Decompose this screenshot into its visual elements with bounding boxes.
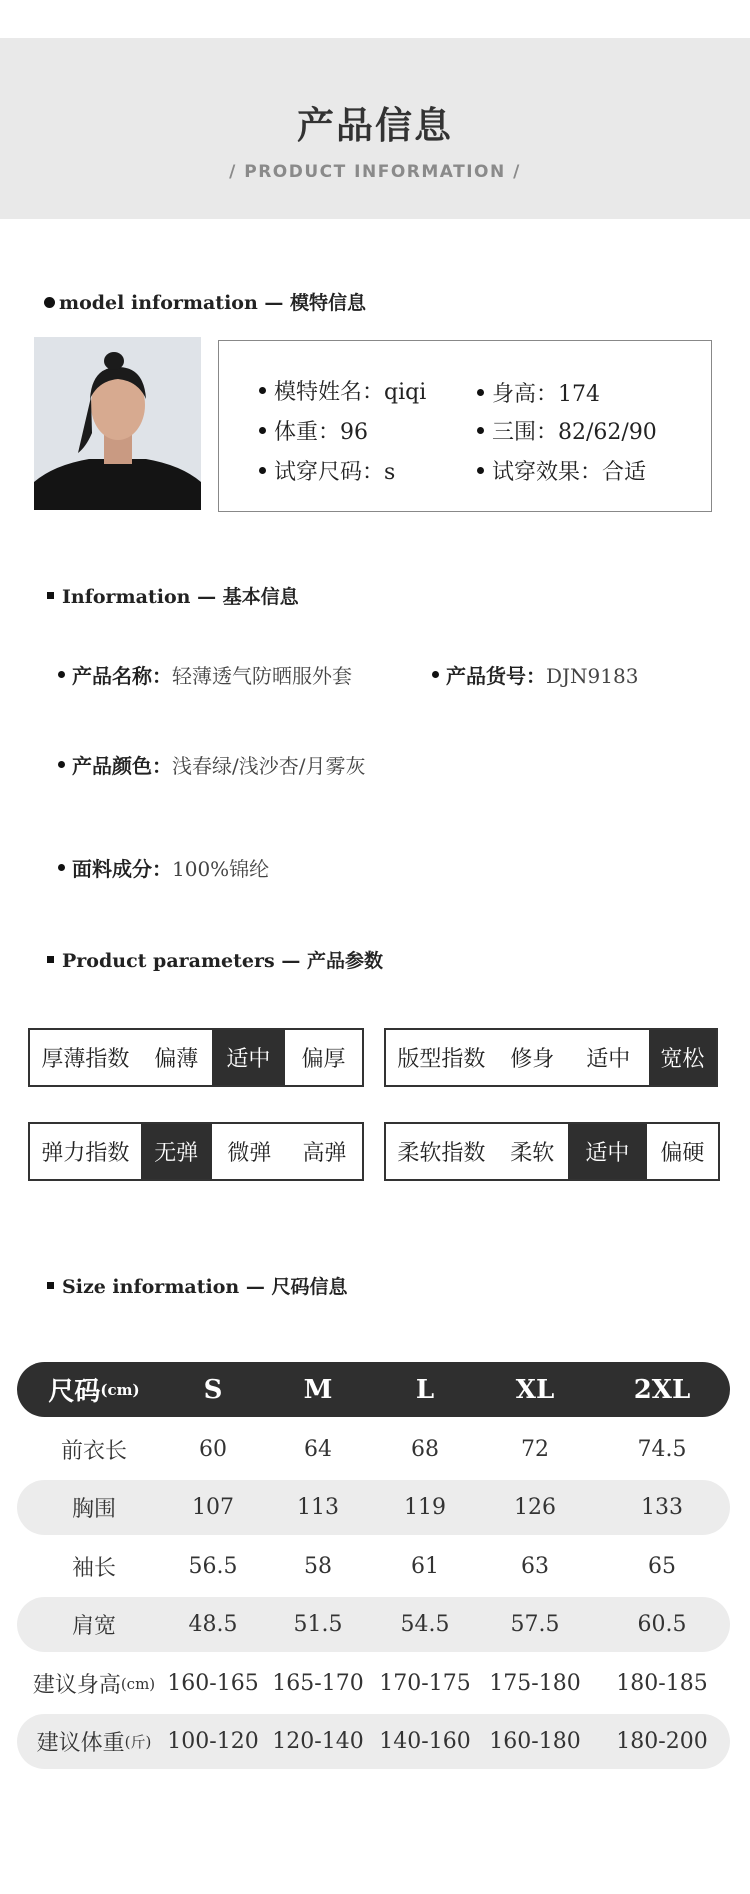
table-cell: 107 xyxy=(192,1495,234,1520)
page-title: 产品信息 xyxy=(297,103,453,147)
param-option: 偏厚 xyxy=(301,1047,346,1072)
model-height-text: 身高：174 xyxy=(492,382,600,407)
model-trial-fit xyxy=(477,455,646,486)
param-option: 柔软 xyxy=(510,1141,555,1166)
product-colors-key: 产品颜色： xyxy=(72,754,172,778)
product-fabric xyxy=(58,853,269,882)
table-cell: 57.5 xyxy=(510,1612,560,1637)
size-header-m: M xyxy=(303,1374,333,1405)
size-section-title xyxy=(47,1272,347,1299)
model-trial-size-text: 试穿尺码：s xyxy=(274,460,396,485)
param-option: 适中 xyxy=(586,1047,631,1072)
table-cell: 48.5 xyxy=(188,1612,238,1637)
table-cell: 64 xyxy=(304,1437,332,1462)
bullet-icon xyxy=(58,761,65,768)
table-cell: 60.5 xyxy=(637,1612,687,1637)
table-cell: 113 xyxy=(297,1495,339,1520)
table-cell: 120-140 xyxy=(272,1729,364,1754)
model-photo xyxy=(34,337,201,510)
product-fabric-value: 100%锦纶 xyxy=(172,857,270,881)
product-colors xyxy=(58,750,365,779)
param-label: 版型指数 xyxy=(397,1047,486,1072)
model-section-title xyxy=(44,288,366,315)
bullet-icon xyxy=(477,467,484,474)
table-row xyxy=(17,1422,730,1477)
model-measurements-text: 三围：82/62/90 xyxy=(492,420,657,445)
row-label: 前衣长 xyxy=(60,1439,127,1464)
bullet-icon xyxy=(44,297,55,308)
bullet-icon xyxy=(432,671,439,678)
size-section-title-text: Size information — 尺码信息 xyxy=(62,1276,348,1298)
table-cell: 160-180 xyxy=(489,1729,581,1754)
table-cell: 63 xyxy=(521,1554,549,1579)
table-cell: 175-180 xyxy=(489,1671,581,1696)
params-section-title-text: Product parameters — 产品参数 xyxy=(62,950,383,972)
param-label: 弹力指数 xyxy=(41,1141,130,1166)
table-row xyxy=(17,1539,730,1594)
params-section-title xyxy=(47,946,383,973)
size-table-header xyxy=(17,1362,730,1417)
param-option-selected: 适中 xyxy=(212,1030,285,1085)
bullet-icon xyxy=(47,1282,54,1289)
table-cell: 160-165 xyxy=(167,1671,259,1696)
bullet-icon xyxy=(259,467,266,474)
table-cell: 58 xyxy=(304,1554,332,1579)
size-header-l: L xyxy=(415,1374,435,1405)
param-label: 柔软指数 xyxy=(397,1141,486,1166)
model-portrait-image xyxy=(34,337,201,510)
header-banner xyxy=(0,38,750,219)
param-group-4 xyxy=(384,1122,720,1181)
table-cell: 65 xyxy=(648,1554,676,1579)
row-label: 建议体重 (斤) xyxy=(36,1731,152,1756)
size-header-2xl: 2XL xyxy=(633,1374,691,1405)
product-name xyxy=(58,660,352,689)
table-cell: 170-175 xyxy=(379,1671,471,1696)
param-option-selected: 适中 xyxy=(568,1124,647,1179)
bullet-icon xyxy=(259,387,266,394)
table-cell: 126 xyxy=(514,1495,556,1520)
table-cell: 119 xyxy=(404,1495,446,1520)
table-cell: 61 xyxy=(411,1554,439,1579)
table-row xyxy=(17,1480,730,1535)
bullet-icon xyxy=(477,389,484,396)
product-name-key: 产品名称： xyxy=(72,664,172,688)
table-cell: 165-170 xyxy=(272,1671,364,1696)
param-group-2 xyxy=(384,1028,718,1087)
model-weight xyxy=(259,415,368,446)
row-label: 袖长 xyxy=(71,1556,116,1581)
model-measurements xyxy=(477,415,657,446)
table-cell: 180-185 xyxy=(616,1671,708,1696)
product-colors-value: 浅春绿/浅沙杏/月雾灰 xyxy=(172,754,366,778)
table-cell: 140-160 xyxy=(379,1729,471,1754)
model-trial-fit-text: 试穿效果：合适 xyxy=(492,460,647,485)
param-option-selected: 无弹 xyxy=(141,1124,212,1179)
row-label: 胸围 xyxy=(71,1497,116,1522)
param-group-1 xyxy=(28,1028,364,1087)
param-option: 偏薄 xyxy=(154,1047,199,1072)
table-cell: 180-200 xyxy=(616,1729,708,1754)
param-label: 厚薄指数 xyxy=(41,1047,130,1072)
bullet-icon xyxy=(477,427,484,434)
product-sku-key: 产品货号： xyxy=(446,664,546,688)
param-option-selected: 宽松 xyxy=(649,1030,716,1085)
table-cell: 54.5 xyxy=(400,1612,450,1637)
model-name xyxy=(259,375,426,406)
table-cell: 60 xyxy=(199,1437,227,1462)
size-header-s: S xyxy=(203,1374,223,1405)
model-info-box xyxy=(218,340,712,512)
row-label: 建议身高 (cm) xyxy=(32,1673,156,1698)
table-cell: 56.5 xyxy=(188,1554,238,1579)
bullet-icon xyxy=(259,427,266,434)
param-option: 修身 xyxy=(510,1047,555,1072)
model-weight-text: 体重：96 xyxy=(274,420,368,445)
model-name-text: 模特姓名：qiqi xyxy=(274,380,427,405)
table-row xyxy=(17,1656,730,1711)
bullet-icon xyxy=(58,864,65,871)
size-header-xl: XL xyxy=(515,1374,555,1405)
param-option: 偏硬 xyxy=(660,1141,705,1166)
param-group-3 xyxy=(28,1122,364,1181)
size-header-label: 尺码 (cm) xyxy=(48,1377,140,1407)
row-label: 肩宽 xyxy=(71,1614,116,1639)
param-option: 微弹 xyxy=(227,1141,272,1166)
table-cell: 74.5 xyxy=(637,1437,687,1462)
model-height xyxy=(477,377,600,408)
param-option: 高弹 xyxy=(302,1141,347,1166)
table-row xyxy=(17,1714,730,1769)
product-sku-value: DJN9183 xyxy=(546,664,639,688)
table-cell: 68 xyxy=(411,1437,439,1462)
table-cell: 100-120 xyxy=(167,1729,259,1754)
table-cell: 51.5 xyxy=(293,1612,343,1637)
info-section-title xyxy=(47,582,299,609)
product-sku xyxy=(432,660,638,689)
bullet-icon xyxy=(47,592,54,599)
table-cell: 72 xyxy=(521,1437,549,1462)
table-row xyxy=(17,1597,730,1652)
product-fabric-key: 面料成分： xyxy=(72,857,172,881)
model-section-title-text: model information — 模特信息 xyxy=(59,292,366,314)
page-subtitle: / PRODUCT INFORMATION / xyxy=(229,162,521,182)
bullet-icon xyxy=(58,671,65,678)
product-name-value: 轻薄透气防晒服外套 xyxy=(172,664,352,688)
info-section-title-text: Information — 基本信息 xyxy=(62,586,299,608)
model-trial-size xyxy=(259,455,395,486)
table-cell: 133 xyxy=(641,1495,683,1520)
bullet-icon xyxy=(47,956,54,963)
